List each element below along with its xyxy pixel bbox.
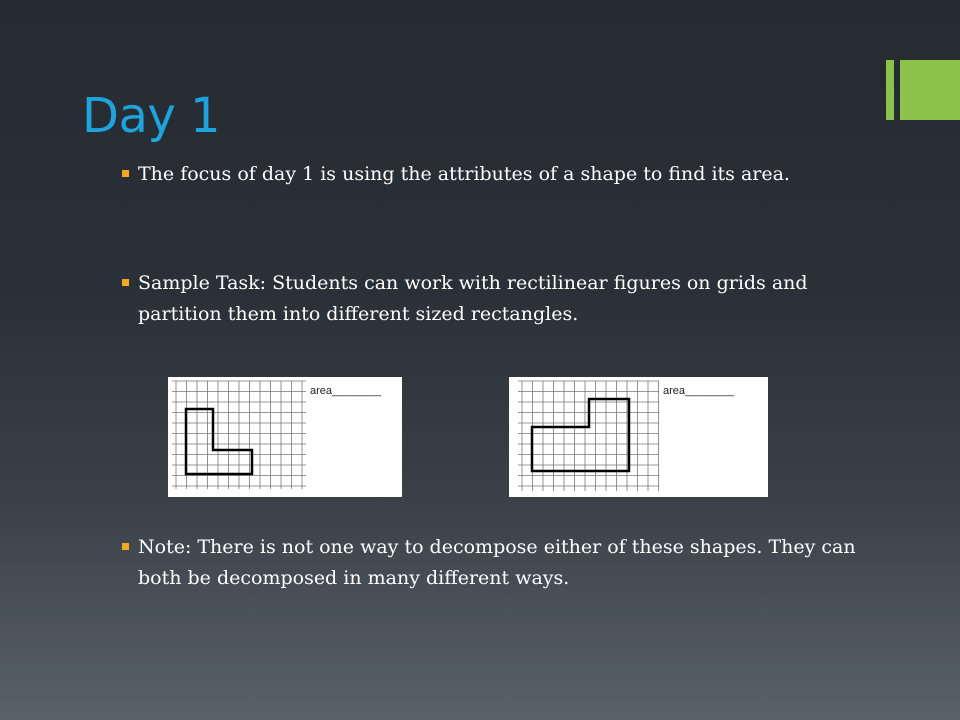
- accent-bar-wide: [900, 60, 960, 120]
- bullet-square-icon: [122, 543, 129, 550]
- bullet-square-icon: [122, 170, 129, 177]
- grid-figure-l-shape: [168, 377, 402, 497]
- area-label: area________: [663, 385, 734, 397]
- grid-figure-step-shape: [509, 377, 768, 497]
- accent-bar-thin: [886, 60, 894, 120]
- bullet-text: The focus of day 1 is using the attributes of a shape to find its area.: [138, 163, 790, 185]
- slide-title: Day 1: [82, 88, 221, 144]
- bullet-sample-task: [122, 268, 858, 330]
- bullet-square-icon: [122, 279, 129, 286]
- bullet-note: [122, 532, 858, 594]
- area-label: area________: [310, 385, 381, 397]
- step-shape-outline: [532, 399, 629, 471]
- bullet-text: Sample Task: Students can work with rectilinear figures on grids and partition them into different sized rectangles.: [138, 272, 808, 325]
- bullet-focus: [122, 159, 858, 190]
- bullet-text: Note: There is not one way to decompose either of these shapes. They can both be decomposed in many different ways.: [138, 536, 856, 589]
- l-shape-outline: [186, 409, 252, 474]
